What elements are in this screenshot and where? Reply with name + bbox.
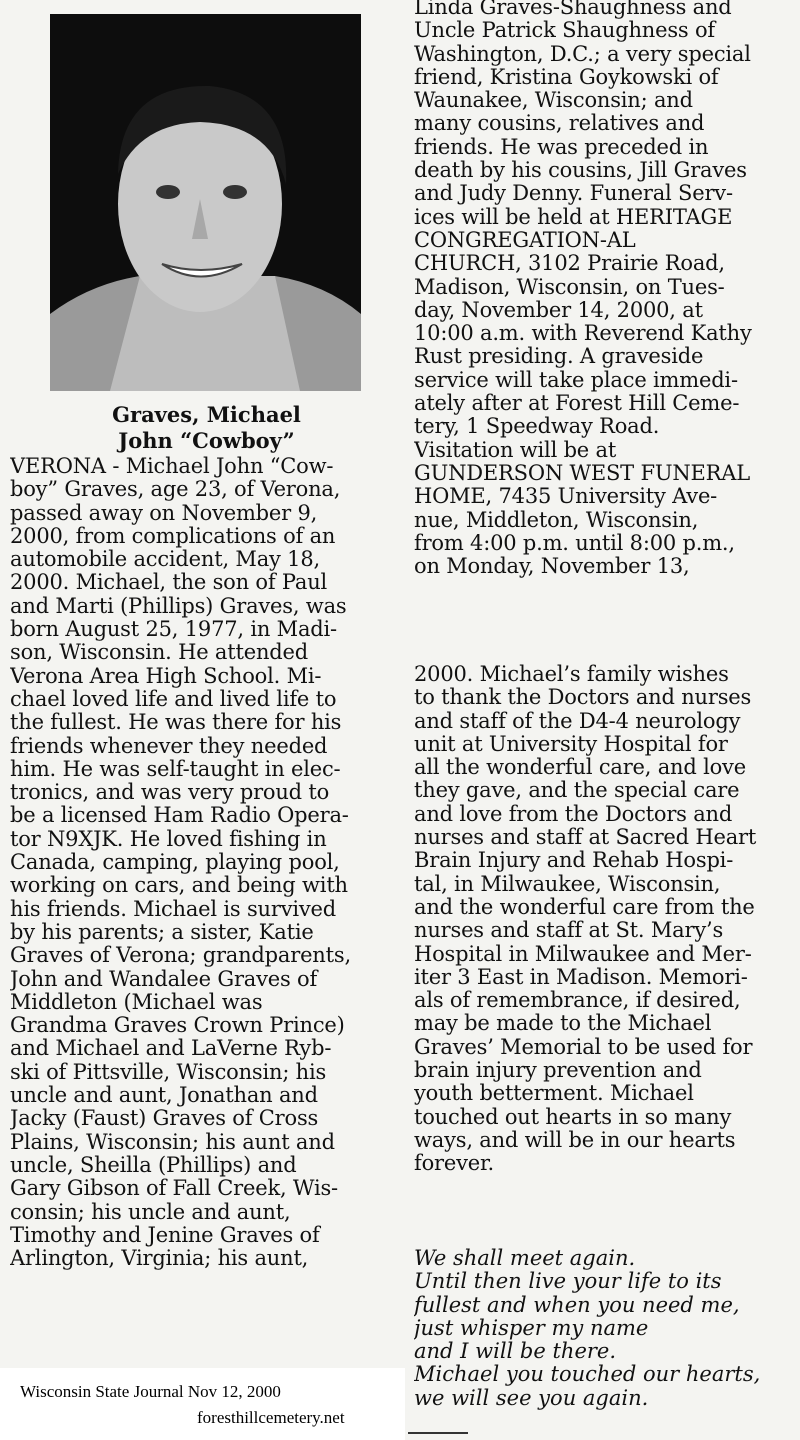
caption-area (0, 1368, 405, 1440)
poem-line: Michael you touched our hearts, (414, 1363, 761, 1387)
text-line: Rust presiding. A graveside (414, 345, 704, 369)
text-line: Middleton (Michael was (10, 990, 263, 1014)
text-line: uncle, Sheilla (Phillips) and (10, 1153, 297, 1177)
portrait-photo-icon (50, 14, 361, 391)
text-line: chael loved life and lived life to (10, 687, 337, 711)
text-line: many cousins, relatives and (414, 112, 705, 136)
text-line: CHURCH, 3102 Prairie Road, (414, 252, 725, 276)
text-line: GUNDERSON WEST FUNERAL (414, 461, 750, 485)
text-line: Gary Gibson of Fall Creek, Wis- (10, 1177, 338, 1201)
text-line: friends whenever they needed (10, 734, 328, 758)
text-line: Visitation will be at (414, 438, 617, 462)
text-line: nurses and staff at St. Mary’s (414, 919, 724, 943)
text-line: and Marti (Phillips) Graves, was (10, 594, 347, 618)
memorial-poem (414, 1247, 796, 1410)
poem-line: we will see you again. (414, 1386, 649, 1410)
text-line: nue, Middleton, Wisconsin, (414, 508, 699, 532)
text-line: tor N9XJK. He loved fishing in (10, 827, 327, 851)
text-line: Madison, Wisconsin, on Tues- (414, 275, 725, 299)
text-line: death by his cousins, Jill Graves (414, 159, 747, 183)
text-line: and the wonderful care from the (414, 895, 755, 919)
portrait-photo (50, 14, 361, 391)
text-line: Graves of Verona; grandparents, (10, 944, 351, 968)
text-line: Waunakee, Wisconsin; and (414, 89, 693, 113)
left-column-text (10, 455, 395, 1270)
text-line: tery, 1 Speedway Road. (414, 415, 660, 439)
text-line: John and Wandalee Graves of (10, 967, 318, 991)
text-line: CONGREGATION-AL (414, 228, 636, 252)
text-line: tronics, and was very proud to (10, 781, 330, 805)
text-line: the fullest. He was there for his (10, 711, 342, 735)
text-line: Uncle Patrick Shaughness of (414, 19, 715, 43)
text-line: VERONA - Michael John “Cow- (10, 455, 334, 478)
text-line: iter 3 East in Madison. Memori- (414, 965, 748, 989)
text-line: be a licensed Ham Radio Opera- (10, 804, 349, 828)
poem-line: Until then live your life to its (414, 1270, 722, 1294)
text-line: service will take place immedi- (414, 368, 738, 392)
text-line: als of remembrance, if desired, (414, 989, 741, 1013)
text-line: day, November 14, 2000, at (414, 298, 703, 322)
text-line: and love from the Doctors and (414, 802, 733, 826)
text-line: his friends. Michael is survived (10, 897, 337, 921)
text-line: working on cars, and being with (10, 874, 348, 898)
text-line: nurses and staff at Sacred Heart (414, 826, 757, 850)
text-line: tal, in Milwaukee, Wisconsin, (414, 872, 721, 896)
text-line: him. He was self-taught in elec- (10, 757, 341, 781)
text-line: Brain Injury and Rehab Hospi- (414, 849, 734, 873)
text-line: Timothy and Jenine Graves of (10, 1223, 320, 1247)
text-line: Graves’ Memorial to be used for (414, 1035, 753, 1059)
text-line: on Monday, November 13, (414, 555, 690, 579)
text-line: to thank the Doctors and nurses (414, 686, 752, 710)
text-line: Jacky (Faust) Graves of Cross (10, 1107, 319, 1131)
text-line: ways, and will be in our hearts (414, 1128, 736, 1152)
right-column-bottom-text (414, 663, 792, 1176)
text-line: brain injury prevention and (414, 1059, 702, 1083)
right-column-top-text (414, 0, 792, 578)
text-line: boy” Graves, age 23, of Verona, (10, 478, 341, 502)
text-line: and staff of the D4-4 neurology (414, 709, 741, 733)
text-line: Verona Area High School. Mi- (10, 664, 322, 688)
heading-name: Graves, Michael (112, 402, 301, 427)
text-line: from 4:00 p.m. until 8:00 p.m., (414, 531, 735, 555)
text-line: Linda Graves-Shaughness and (414, 0, 732, 19)
text-line: all the wonderful care, and love (414, 756, 746, 780)
text-line: passed away on November 9, (10, 501, 318, 525)
text-line: touched out hearts in so many (414, 1105, 732, 1129)
text-line: friends. He was preceded in (414, 135, 709, 159)
text-line: friend, Kristina Goykowski of (414, 65, 719, 89)
heading-nickname: John “Cowboy” (118, 428, 295, 453)
text-line: son, Wisconsin. He attended (10, 641, 308, 665)
text-line: and Michael and LaVerne Ryb- (10, 1037, 332, 1061)
obituary-heading (10, 402, 403, 454)
website-caption: foresthillcemetery.net (197, 1408, 345, 1427)
text-line: Washington, D.C.; a very special (414, 42, 751, 66)
poem-line: and I will be there. (414, 1340, 617, 1364)
text-line: by his parents; a sister, Katie (10, 920, 314, 944)
poem-line: just whisper my name (414, 1316, 649, 1340)
text-line: ately after at Forest Hill Ceme- (414, 392, 740, 416)
poem-line: fullest and when you need me, (414, 1293, 740, 1317)
text-line: and Judy Denny. Funeral Serv- (414, 182, 733, 206)
text-line: automobile accident, May 18, (10, 548, 320, 572)
poem-line: We shall meet again. (414, 1247, 636, 1270)
text-line: HOME, 7435 University Ave- (414, 485, 718, 509)
text-line: 10:00 a.m. with Reverend Kathy (414, 322, 752, 346)
text-line: ices will be held at HERITAGE (414, 205, 733, 229)
text-line: Canada, camping, playing pool, (10, 851, 340, 875)
end-rule (408, 1432, 468, 1434)
text-line: ski of Pittsville, Wisconsin; his (10, 1060, 327, 1084)
text-line: may be made to the Michael (414, 1012, 712, 1036)
text-line: 2000, from complications of an (10, 524, 336, 548)
text-line: uncle and aunt, Jonathan and (10, 1084, 318, 1108)
text-line: unit at University Hospital for (414, 732, 728, 756)
text-line: Hospital in Milwaukee and Mer- (414, 942, 752, 966)
text-line: 2000. Michael’s family wishes (414, 663, 729, 686)
text-line: Plains, Wisconsin; his aunt and (10, 1130, 335, 1154)
text-line: Arlington, Virginia; his aunt, (10, 1247, 309, 1271)
source-caption: Wisconsin State Journal Nov 12, 2000 (20, 1382, 281, 1401)
text-line: Grandma Graves Crown Prince) (10, 1014, 345, 1038)
text-line: they gave, and the special care (414, 779, 740, 803)
text-line: born August 25, 1977, in Madi- (10, 618, 337, 642)
text-line: 2000. Michael, the son of Paul (10, 571, 328, 595)
text-line: youth betterment. Michael (414, 1082, 694, 1106)
text-line: consin; his uncle and aunt, (10, 1200, 291, 1224)
text-line: forever. (414, 1152, 494, 1176)
